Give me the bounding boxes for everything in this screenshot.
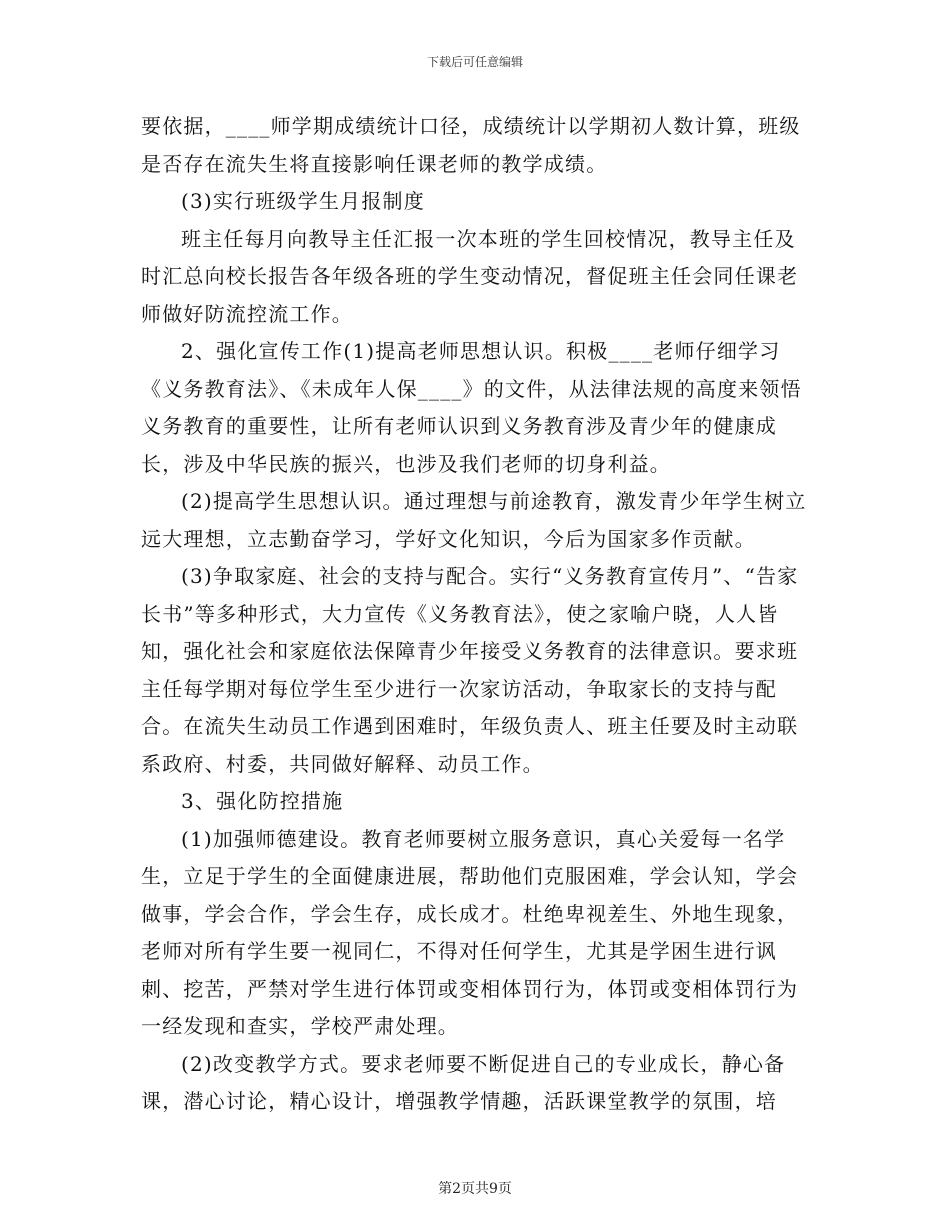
document-body — [141, 108, 811, 1121]
page-footer: 第2页共9页 — [438, 1181, 512, 1197]
paragraph: (3)争取家庭、社会的支持与配合。实行“义务教育宣传月”、“告家长书”等多种形式，大力宣传《义务教育法》，使之家喻户晓，人人皆知，强化社会和家庭依法保障青少年接受义务教育的法律意识。要求班主任每学期对每位学生至少进行一次家访活动，争取家长的支持与配合。在流失生动员工作遇到困难时，年级负责人、班主任要及时主动联系政府、村委，共同做好解释、动员工作。 — [141, 564, 799, 776]
paragraph: (2)提高学生思想认识。通过理想与前途教育，激发青少年学生树立远大理想，立志勤奋学习，学好文化知识，今后为国家多作贡献。 — [141, 489, 807, 551]
paragraph: (2)改变教学方式。要求老师要不断促进自己的专业成长，静心备课，潜心讨论，精心设计，增强教学情趣，活跃课堂教学的氛围，培 — [141, 1051, 786, 1113]
paragraph: 要依据，____师学期成绩统计口径，成绩统计以学期初人数计算，班级是否存在流失生将直接影响任课老师的教学成绩。 — [141, 114, 801, 176]
paragraph: 2、强化宣传工作(1)提高老师思想认识。积极____老师仔细学习《义务教育法》、《未成年人保____》的文件，从法律法规的高度来领悟义务教育的重要性，让所有老师认识到义务教育涉及青少年的健康成长，涉及中华民族的振兴，也涉及我们老师的切身利益。 — [141, 339, 802, 476]
paragraph: (1)加强师德建设。教育老师要树立服务意识，真心关爱每一名学生，立足于学生的全面健康进展，帮助他们克服困难，学会认知，学会做事，学会合作，学会生存，成长成才。杜绝卑视差生、外地生现象，老师对所有学生要一视同仁，不得对任何学生，尤其是学困生进行讽刺、挖苦，严禁对学生进行体罚或变相体罚行为，体罚或变相体罚行为一经发现和查实，学校严肃处理。 — [141, 826, 799, 1038]
paragraph: (3)实行班级学生月报制度 — [181, 189, 425, 213]
page-header: 下载后可任意编辑 — [426, 55, 523, 69]
paragraph: 班主任每月向教导主任汇报一次本班的学生回校情况，教导主任及时汇总向校长报告各年级各班的学生变动情况，督促班主任会同任课老师做好防流控流工作。 — [141, 226, 799, 326]
section-heading: 3、强化防控措施 — [181, 789, 344, 813]
